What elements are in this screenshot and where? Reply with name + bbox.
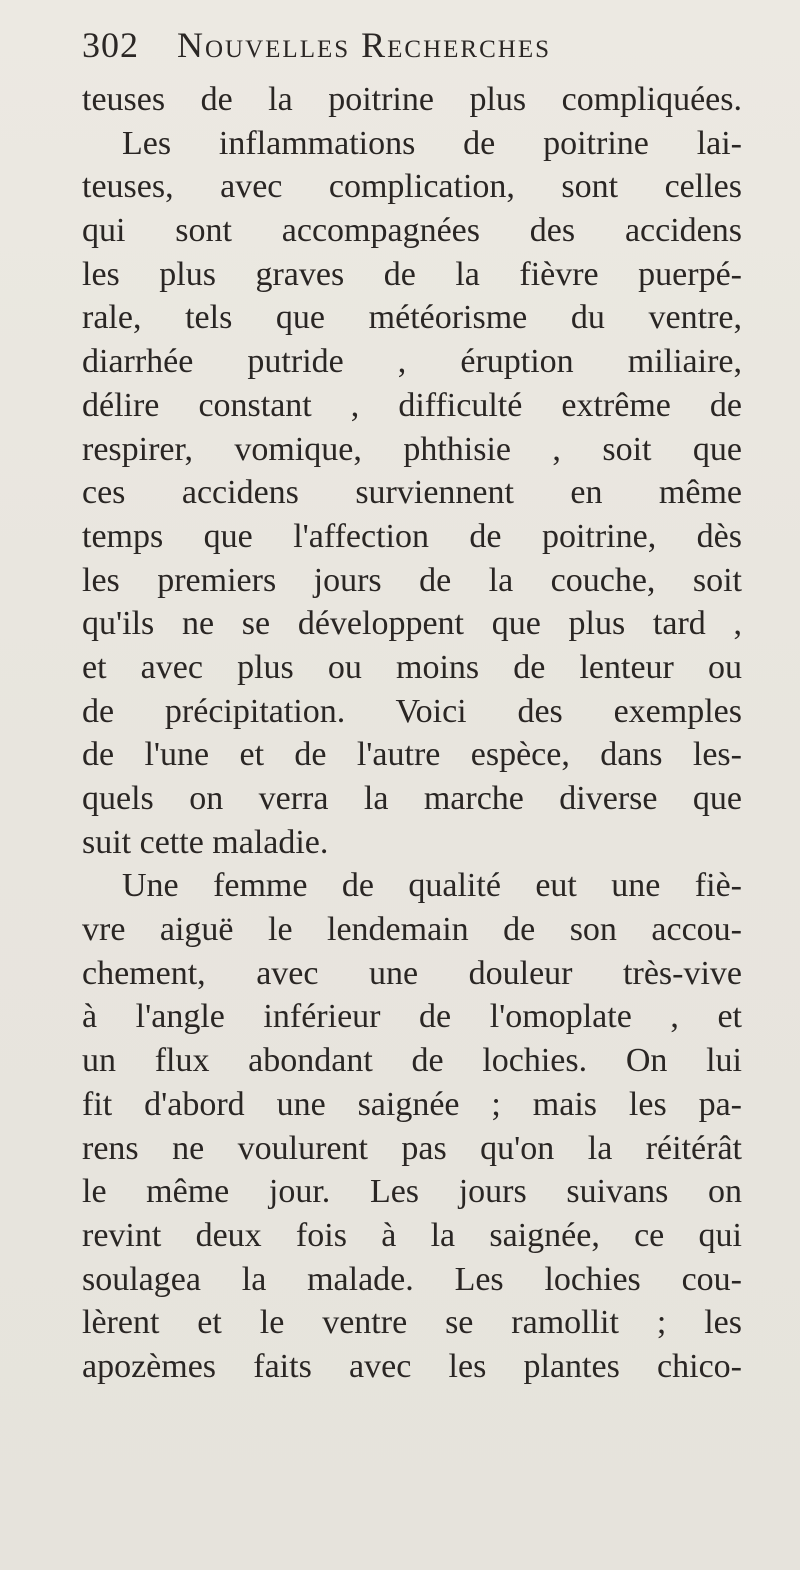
- text-line: temps que l'affection de poitrine, dès: [82, 517, 742, 555]
- text-line: ces accidens surviennent en même: [82, 474, 742, 512]
- text-line: qui sont accompagnées des accidens: [82, 212, 742, 250]
- text-line: soulagea la malade. Les lochies cou-: [82, 1260, 742, 1298]
- text-line: teuses de la poitrine plus compliquées.: [82, 81, 742, 118]
- text-line: qu'ils ne se développent que plus tard ,: [82, 605, 742, 643]
- text-line: Une femme de qualité eut une fiè-: [122, 867, 742, 905]
- text-line: les premiers jours de la couche, soit: [82, 561, 742, 599]
- text-line: rens ne voulurent pas qu'on la réitérât: [82, 1129, 742, 1167]
- text-line: rale, tels que météorisme du ventre,: [82, 299, 742, 337]
- text-line: apozèmes faits avec les plantes chico-: [82, 1347, 742, 1385]
- text-line: de précipitation. Voici des exemples: [82, 692, 742, 730]
- text-line: revint deux fois à la saignée, ce qui: [82, 1216, 742, 1254]
- body-text: [82, 78, 742, 1389]
- text-line: délire constant , difficulté extrême de: [82, 386, 742, 424]
- text-line: fit d'abord une saignée ; mais les pa-: [82, 1085, 742, 1123]
- text-line: chement, avec une douleur très-vive: [82, 954, 742, 992]
- text-line: les plus graves de la fièvre puerpé-: [82, 255, 742, 293]
- text-line: lèrent et le ventre se ramollit ; les: [82, 1304, 742, 1342]
- running-head: [82, 20, 742, 70]
- text-line: teuses, avec complication, sont celles: [82, 168, 742, 206]
- text-line: diarrhée putride , éruption miliaire,: [82, 343, 742, 381]
- text-line: vre aiguë le lendemain de son accou-: [82, 911, 742, 949]
- text-line: le même jour. Les jours suivans on: [82, 1173, 742, 1211]
- text-line: suit cette maladie.: [82, 823, 329, 861]
- text-line: respirer, vomique, phthisie , soit que: [82, 430, 742, 468]
- text-line: à l'angle inférieur de l'omoplate , et: [82, 998, 742, 1036]
- text-line: de l'une et de l'autre espèce, dans les-: [82, 736, 742, 774]
- running-title: Nouvelles Recherches: [177, 25, 552, 65]
- text-line: Les inflammations de poitrine lai-: [122, 124, 742, 162]
- text-line: quels on verra la marche diverse que: [82, 780, 742, 817]
- page-number: 302: [82, 25, 139, 65]
- text-line: et avec plus ou moins de lenteur ou: [82, 648, 742, 686]
- text-line: un flux abondant de lochies. On lui: [82, 1042, 742, 1080]
